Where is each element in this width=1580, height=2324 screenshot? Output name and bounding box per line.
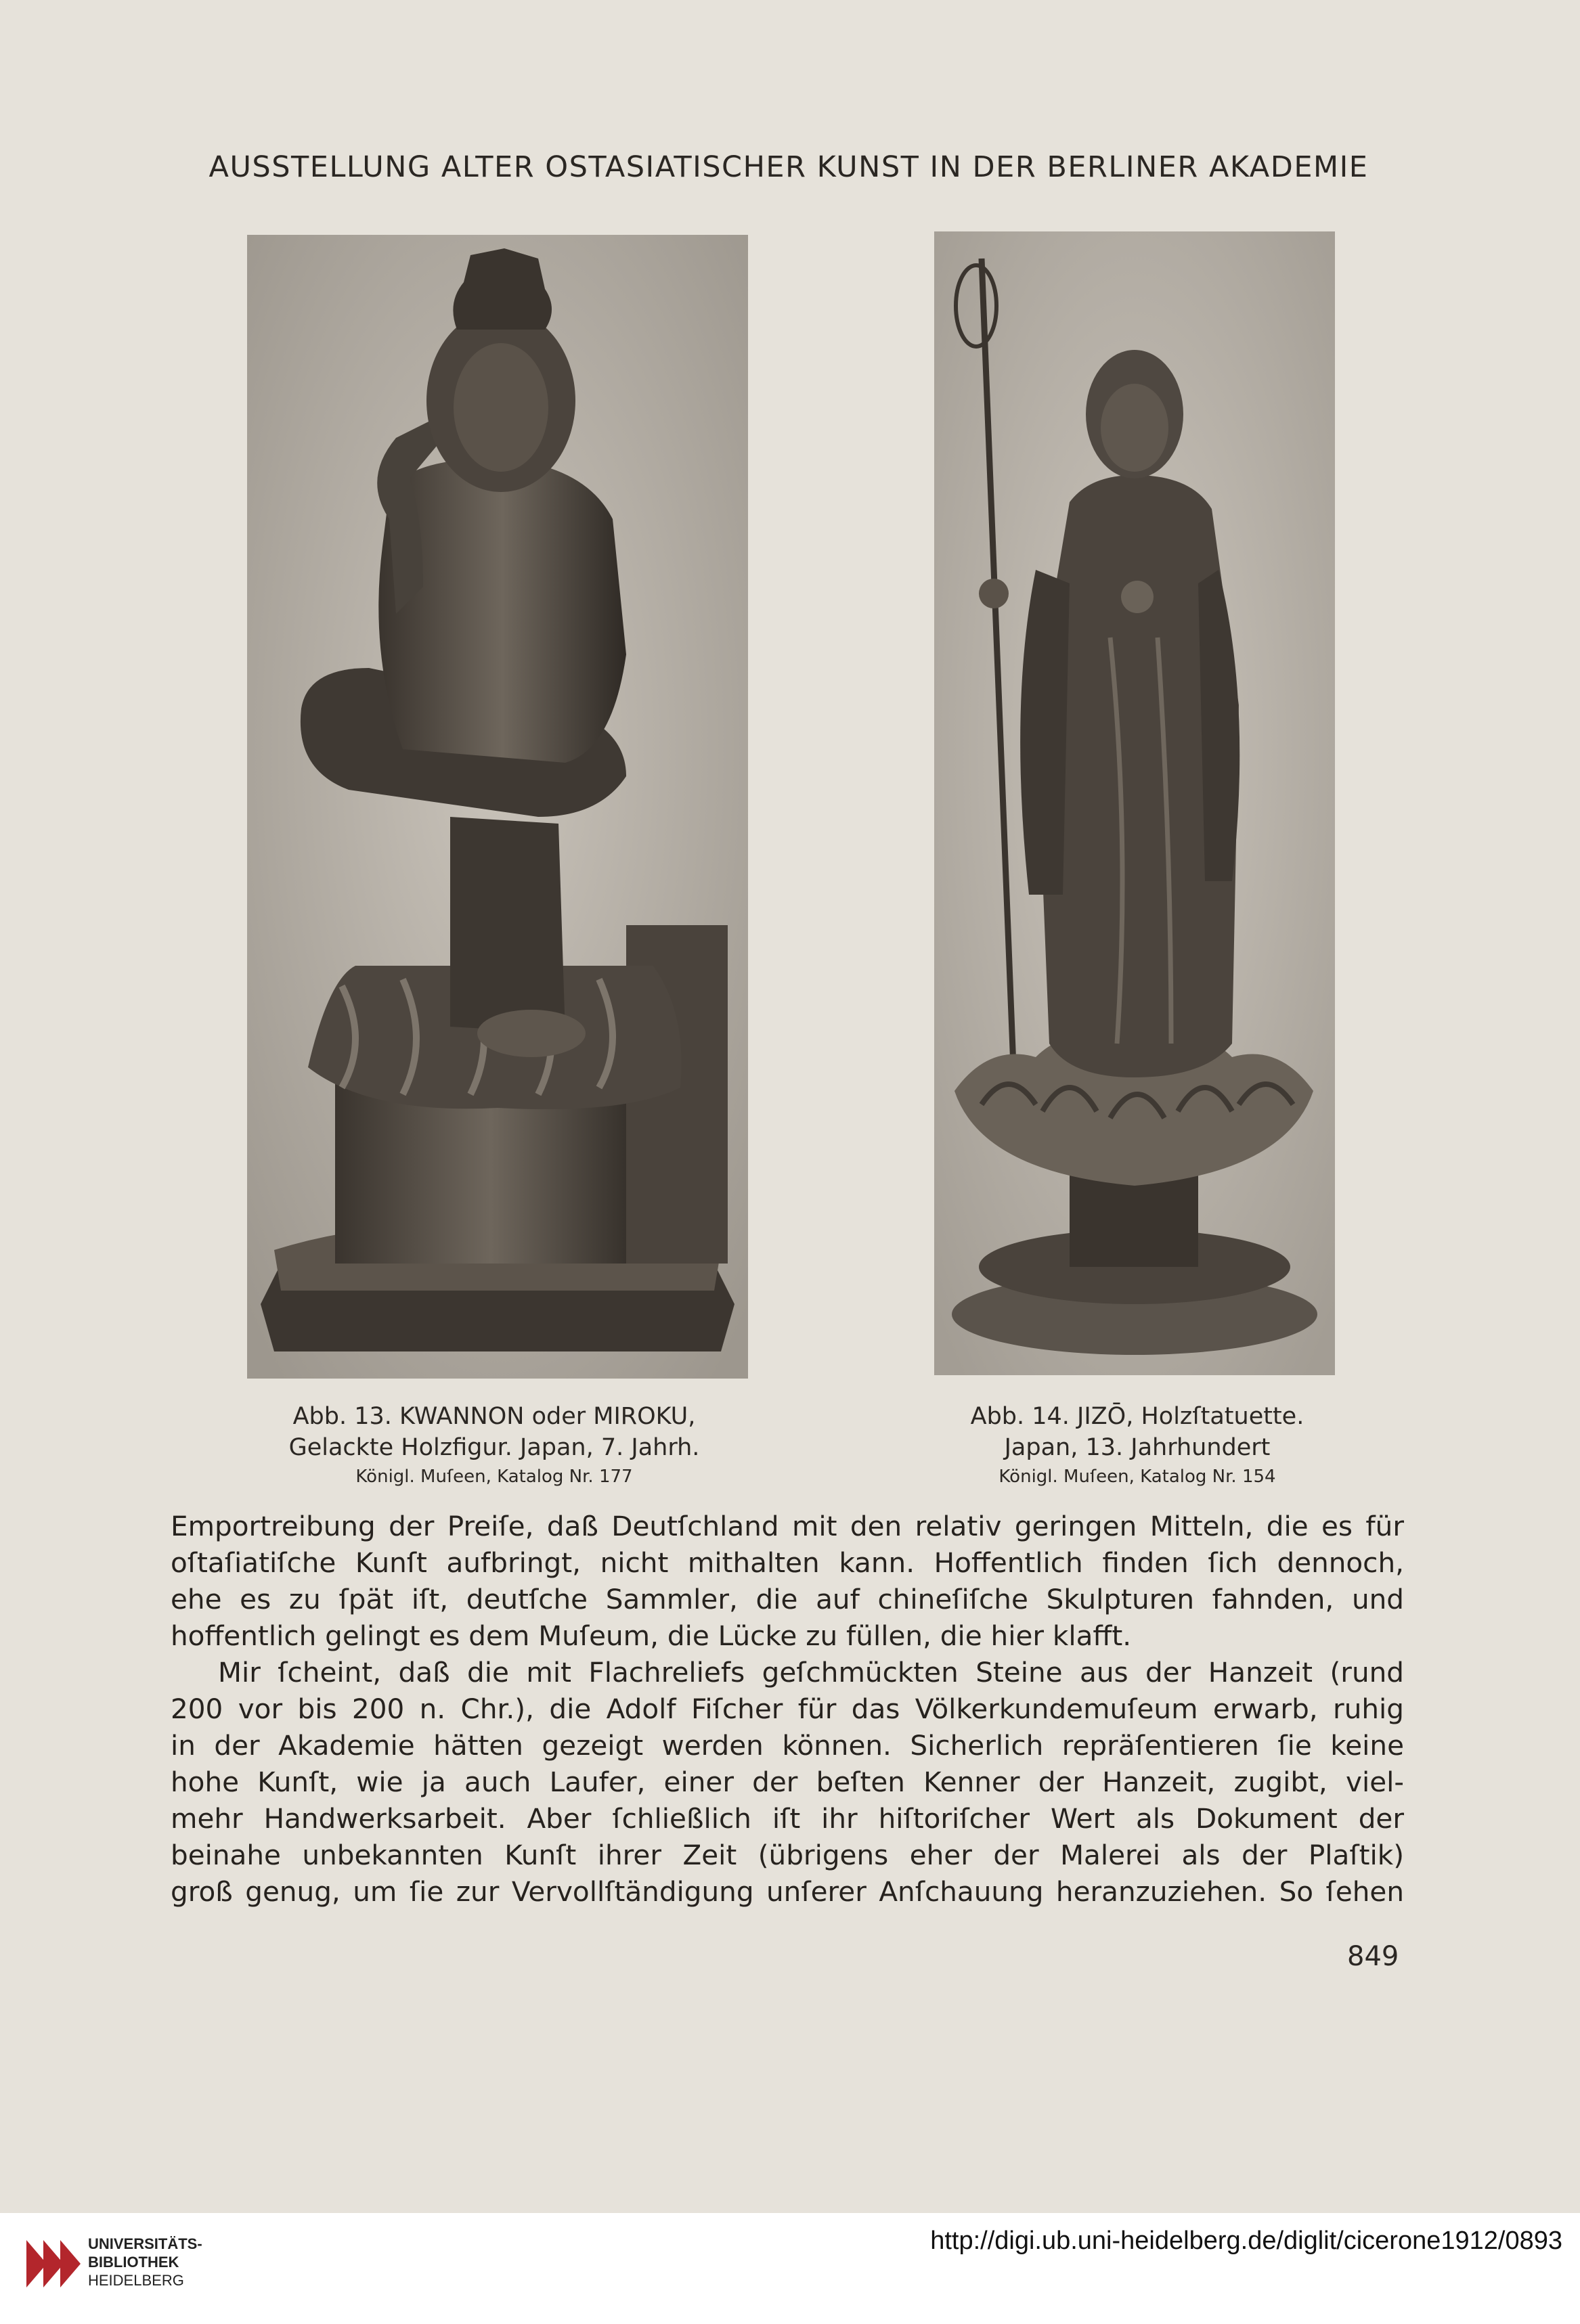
source-url-link[interactable]: http://digi.ub.uni-heidelberg.de/diglit/cicerone1912/0893 bbox=[930, 2227, 1562, 2255]
caption-line: Abb. 13. KWANNON oder MIROKU, bbox=[292, 1403, 696, 1430]
running-head: AUSSTELLUNG ALTER OSTASIATISCHER KUNST IN DER BERLINER AKADEMIE bbox=[209, 150, 1369, 184]
body-text bbox=[171, 1508, 1404, 1910]
page-number: 849 bbox=[1347, 1941, 1399, 1972]
text-line: oſtaſiatiſche Kunſt aufbringt, nicht mithalten kann. Hoffentlich finden ſich dennoch, bbox=[171, 1546, 1404, 1579]
library-name-line: UNIVERSITÄTS- bbox=[88, 2235, 202, 2252]
text-line: hohe Kunſt, wie ja auch Laufer, einer der beſten Kenner der Hanzeit, zugibt, viel- bbox=[171, 1766, 1404, 1798]
text-line: hoffentlich gelingt es dem Muſeum, die Lücke zu füllen, die hier klafft. bbox=[171, 1619, 1132, 1652]
caption-line: Japan, 13. Jahrhundert bbox=[1004, 1434, 1271, 1461]
caption-source: Königl. Muſeen, Katalog Nr. 177 bbox=[355, 1467, 633, 1487]
figure-13-caption bbox=[196, 1401, 792, 1490]
text-line: groß genug, um ſie zur Vervollſtändigung unſerer Anſchauung heranzuziehen. So ſehen bbox=[171, 1875, 1404, 1908]
caption-source: Königl. Muſeen, Katalog Nr. 154 bbox=[999, 1467, 1276, 1487]
text-line: 200 vor bis 200 n. Chr.), die Adolf Fiſcher für das Völkerkundemuſeum erwarb, ruhig bbox=[171, 1693, 1404, 1725]
figure-14-caption bbox=[880, 1401, 1395, 1490]
text-line: ehe es zu ſpät iſt, deutſche Sammler, die auf chineſiſche Skulpturen fahnden, und bbox=[171, 1583, 1404, 1615]
text-line: Mir ſcheint, daß die mit Flachreliefs geſchmückten Steine aus der Hanzeit (rund bbox=[218, 1656, 1404, 1689]
library-name bbox=[88, 2235, 202, 2289]
caption-line: Gelackte Holzfigur. Japan, 7. Jahrh. bbox=[288, 1434, 700, 1461]
figure-13-photo bbox=[247, 235, 748, 1379]
library-name-line: HEIDELBERG bbox=[88, 2272, 184, 2289]
text-line: in der Akademie hätten gezeigt werden können. Sicherlich repräſentieren ſie keine bbox=[171, 1729, 1404, 1762]
text-line: mehr Handwerksarbeit. Aber ſchließlich iſt ihr hiſtoriſcher Wert als Dokument der bbox=[171, 1802, 1404, 1835]
caption-line: Abb. 14. JIZŌ, Holzſtatuette. bbox=[970, 1403, 1304, 1430]
library-name-line: BIBLIOTHEK bbox=[88, 2254, 179, 2271]
figure-14-photo bbox=[934, 231, 1335, 1375]
library-logo-icon bbox=[16, 2227, 91, 2301]
text-line: Emportreibung der Preiſe, daß Deutſchland mit den relativ geringen Mitteln, die es für bbox=[171, 1510, 1404, 1542]
text-line: beinahe unbekannten Kunſt ihrer Zeit (übrigens eher der Malerei als der Plaſtik) bbox=[171, 1839, 1404, 1871]
